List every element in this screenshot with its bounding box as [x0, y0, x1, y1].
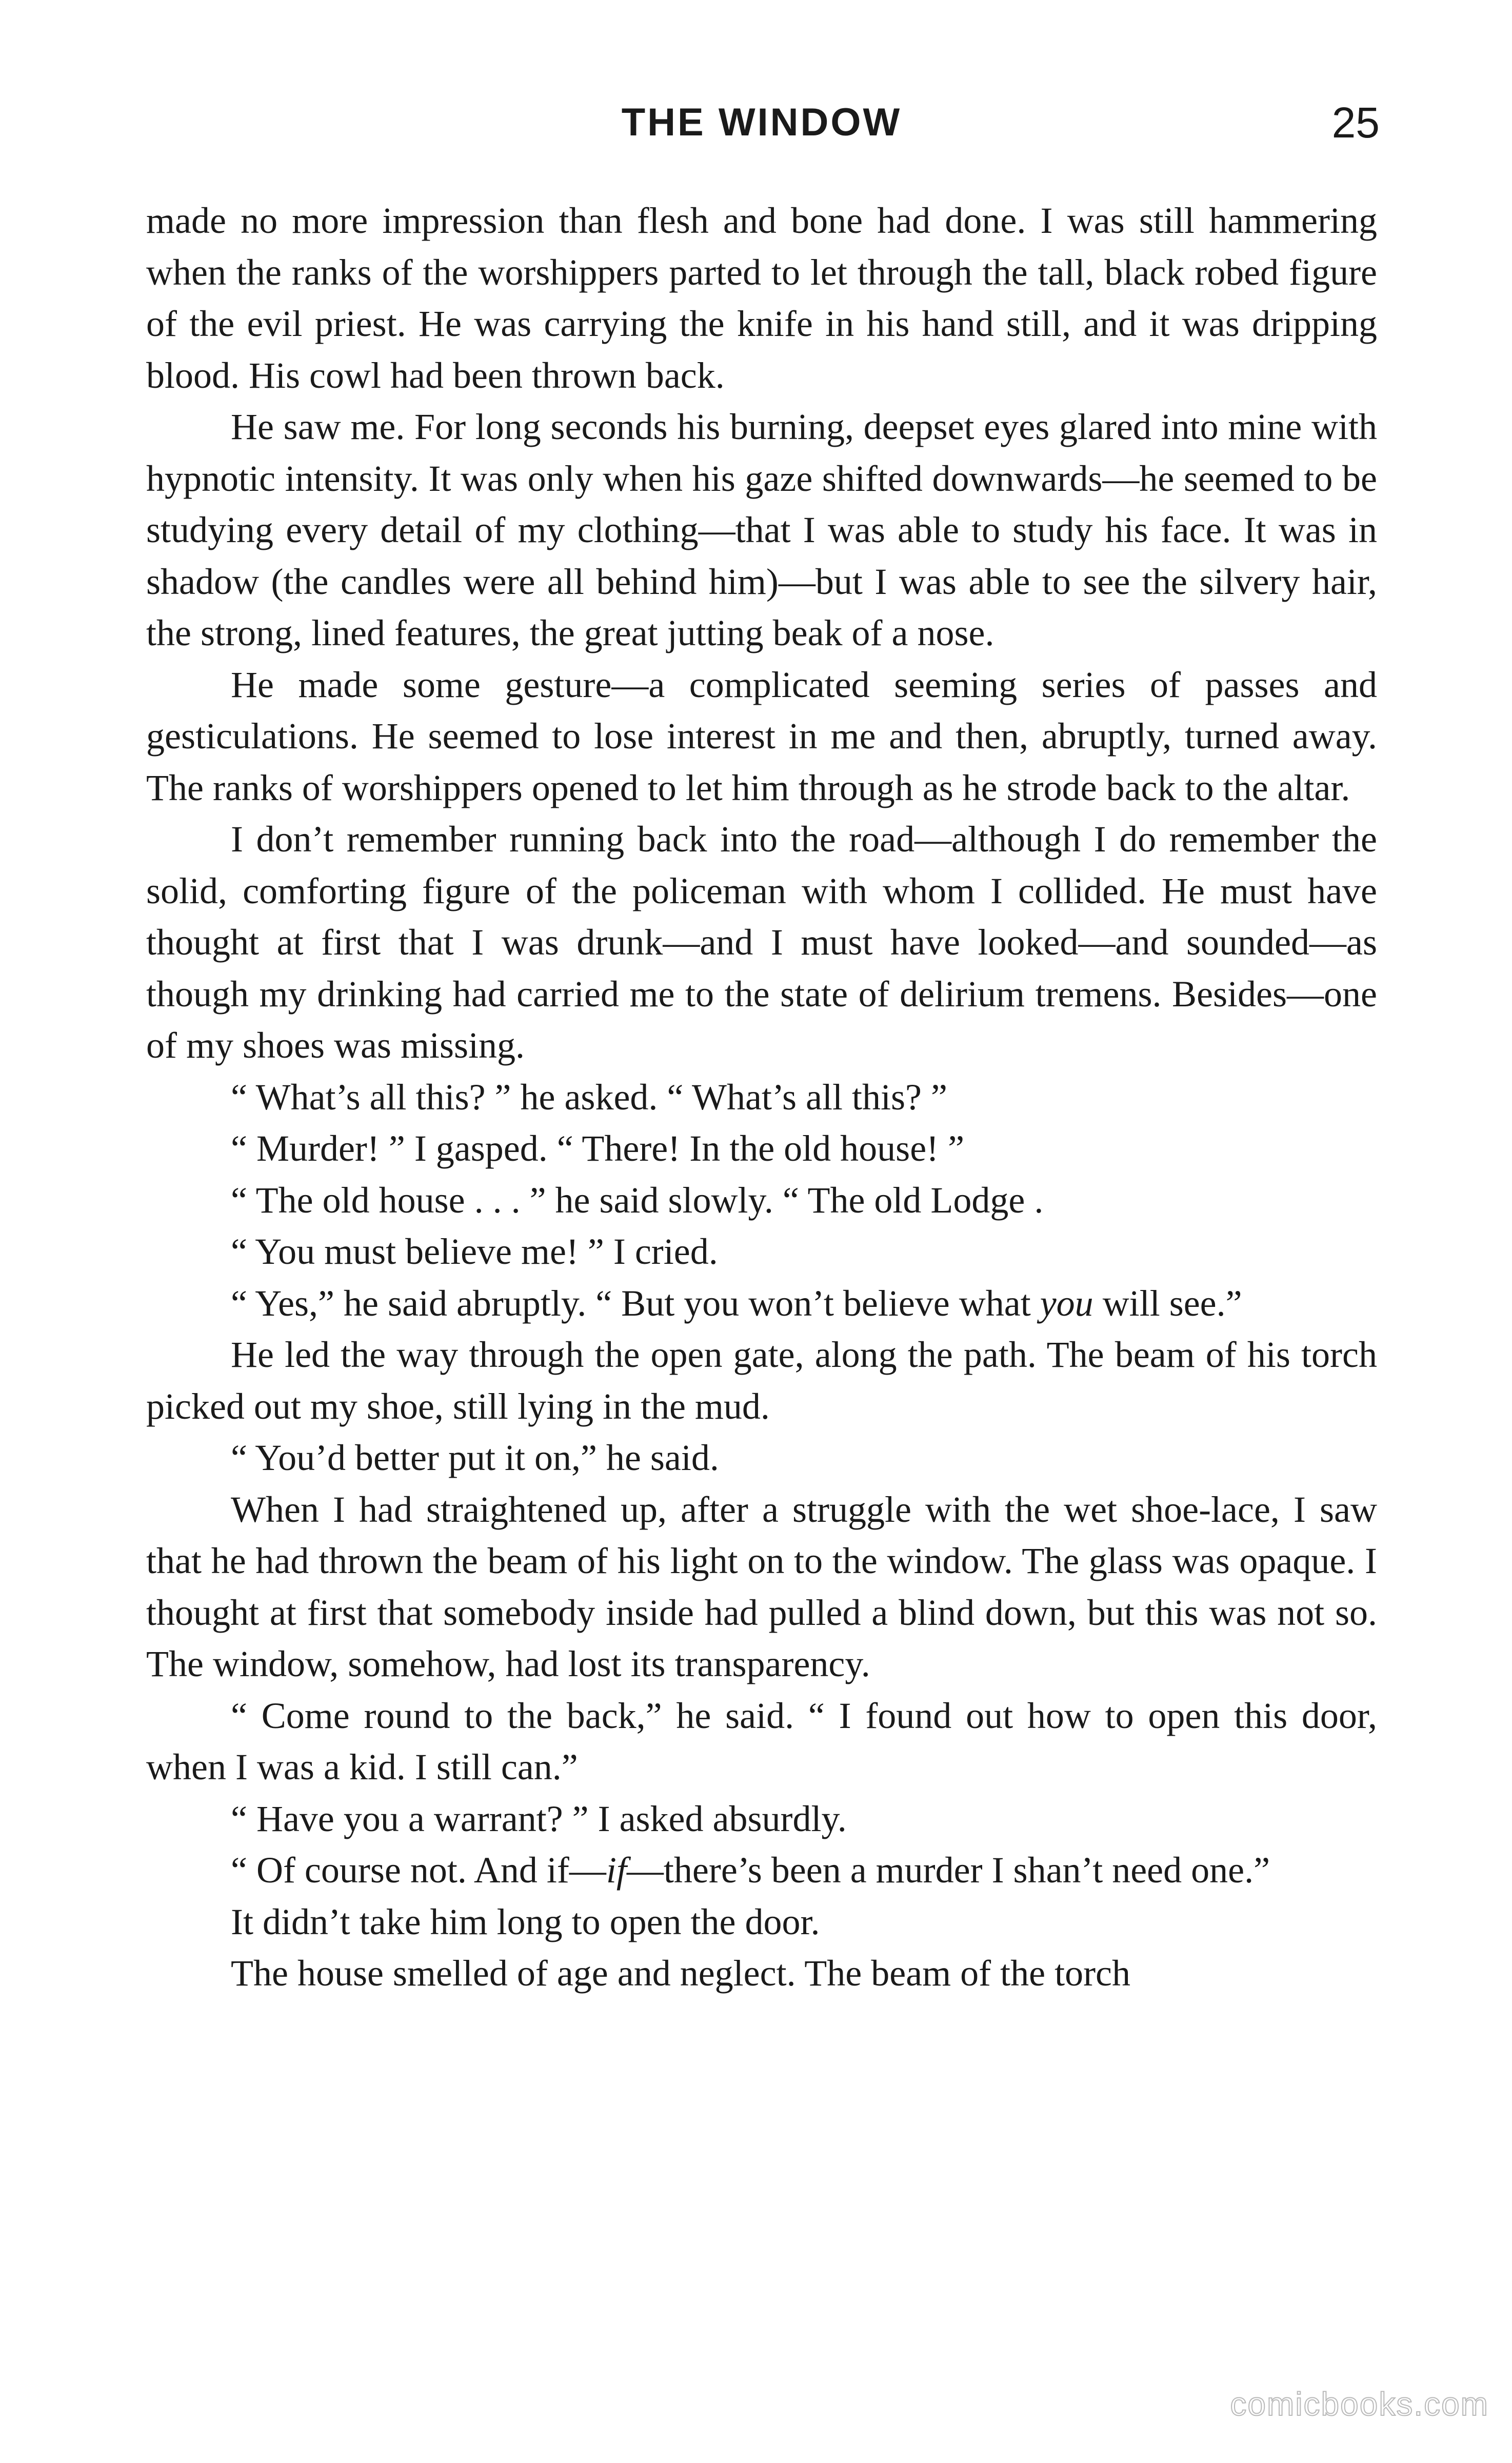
- paragraph: “ The old house . . . ” he said slowly. “ The old Lodge .: [231, 1179, 1044, 1221]
- emphasis: if: [606, 1850, 627, 1891]
- paragraph: He led the way through the open gate, along the path. The beam of his torch picked out my shoe, still lying in the mud.: [146, 1334, 1377, 1427]
- paragraph: He made some gesture—a complicated seeming series of passes and gesticulations. He seemed to lose interest in me and then, abruptly, turned away. The ranks of worshippers opened to let him through as he strode back to the altar.: [146, 664, 1377, 808]
- paragraph-text: will see.”: [1093, 1282, 1242, 1324]
- page-header: [144, 100, 1380, 156]
- paragraph: “ What’s all this? ” he asked. “ What’s all this? ”: [231, 1076, 947, 1118]
- paragraph: The house smelled of age and neglect. The beam of the torch: [231, 1953, 1131, 1994]
- paragraph: I don’t remember running back into the road—although I do remember the solid, comforting figure of the policeman with whom I collided. He must have thought at first that I was drunk—and I must have looked—and sounded—as though my drinking had carried me to the state of delirium tremens. Besides—one of my shoes was missing.: [146, 819, 1377, 1066]
- paragraph: [146, 1278, 1377, 1329]
- paragraph: [146, 1844, 1377, 1896]
- paragraph: It didn’t take him long to open the door.: [231, 1901, 820, 1942]
- paragraph-text: —there’s been a murder I shan’t need one.”: [626, 1850, 1270, 1891]
- emphasis: you: [1040, 1282, 1093, 1324]
- paragraph: He saw me. For long seconds his burning, deepset eyes glared into mine with hypnotic intensity. It was only when his gaze shifted downwards—he seemed to be studying every detail of my clothing—that I was able to study his face. It was in shadow (the candles were all behind him)—but I was able to see the silvery hair, the strong, lined features, the great jutting beak of a nose.: [146, 406, 1377, 653]
- paragraph-text: “ Of course not. And if—: [231, 1850, 606, 1891]
- paragraph: “ Murder! ” I gasped. “ There! In the old house! ”: [231, 1128, 965, 1169]
- paragraph: “ Come round to the back,” he said. “ I found out how to open this door, when I was a kid. I still can.”: [146, 1695, 1377, 1787]
- paragraph: “ You’d better put it on,” he said.: [231, 1437, 719, 1478]
- page-number: 25: [1331, 98, 1380, 147]
- body-text: [146, 195, 1377, 1999]
- watermark: comicbooks.com: [1230, 2386, 1489, 2422]
- running-head: THE WINDOW: [621, 101, 902, 144]
- paragraph-text: “ Yes,” he said abruptly. “ But you won’t believe what: [231, 1282, 1040, 1324]
- paragraph: “ You must believe me! ” I cried.: [231, 1231, 718, 1272]
- paragraph: made no more impression than flesh and bone had done. I was still hammering when the ranks of the worshippers parted to let through the tall, black robed figure of the evil priest. He was carrying the knife in his hand still, and it was dripping blood. His cowl had been thrown back.: [146, 200, 1377, 396]
- paragraph: When I had straightened up, after a struggle with the wet shoe-lace, I saw that he had thrown the beam of his light on to the window. The glass was opaque. I thought at first that somebody inside had pulled a blind down, but this was not so. The window, somehow, had lost its transparency.: [146, 1488, 1377, 1684]
- paragraph: “ Have you a warrant? ” I asked absurdly.: [231, 1798, 847, 1839]
